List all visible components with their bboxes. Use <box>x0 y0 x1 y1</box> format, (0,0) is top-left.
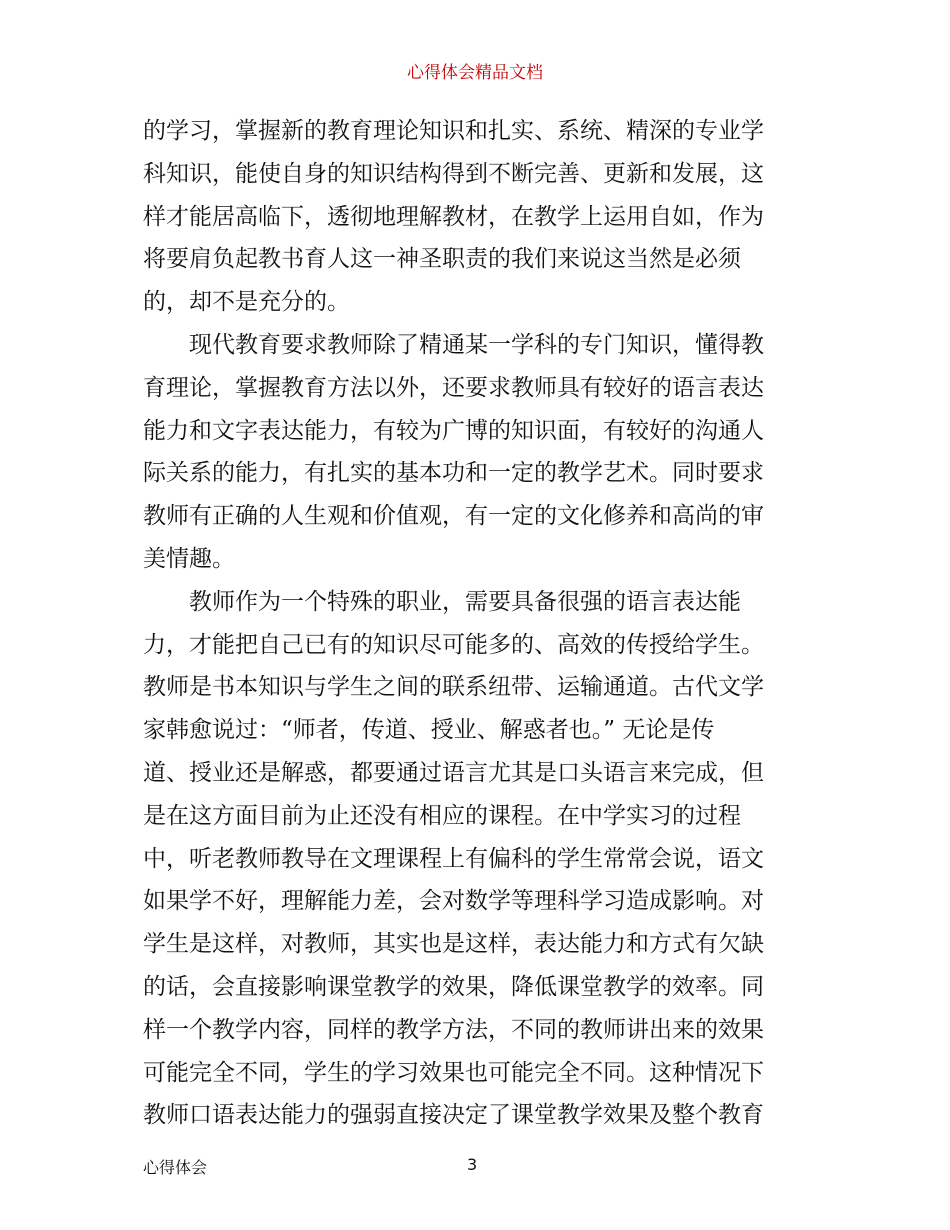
text-line: 育理论，掌握教育方法以外，还要求教师具有较好的语言表达 <box>143 374 764 401</box>
text-line: 教师是书本知识与学生之间的联系纽带、运输通道。古代文学 <box>143 674 764 701</box>
text-line: 学生是这样，对教师，其实也是这样，表达能力和方式有欠缺 <box>143 931 764 958</box>
document-body <box>143 110 823 1137</box>
text-line: 际关系的能力，有扎实的基本功和一定的教学艺术。同时要求 <box>143 460 764 487</box>
text-line: 教师口语表达能力的强弱直接决定了课堂教学效果及整个教育 <box>143 1102 764 1129</box>
text-line: 力，才能把自己已有的知识尽可能多的、高效的传授给学生。 <box>143 631 764 658</box>
page-header-title: 心得体会精品文档 <box>407 63 543 83</box>
text-line: 能力和文字表达能力，有较为广博的知识面，有较好的沟通人 <box>143 417 764 444</box>
text-line: 道、授业还是解惑，都要通过语言尤其是口头语言来完成，但 <box>143 759 764 786</box>
text-line: 是在这方面目前为止还没有相应的课程。在中学实习的过程 <box>143 802 741 829</box>
paragraph-first-line: 现代教育要求教师除了精通某一学科的专门知识，懂得教 <box>189 331 764 358</box>
page-number: 3 <box>467 1155 478 1174</box>
text-line: 样才能居高临下，透彻地理解教材，在教学上运用自如，作为 <box>143 203 764 230</box>
text-line: 将要肩负起教书育人这一神圣职责的我们来说这当然是必须 <box>143 246 741 273</box>
text-line: 的学习，掌握新的教育理论知识和扎实、系统、精深的专业学 <box>143 118 764 144</box>
paragraph-first-line: 教师作为一个特殊的职业，需要具备很强的语言表达能 <box>189 588 741 615</box>
text-line: 可能完全不同，学生的学习效果也可能完全不同。这种情况下 <box>143 1059 764 1086</box>
text-line: 教师有正确的人生观和价值观，有一定的文化修养和高尚的审 <box>143 503 764 530</box>
text-line: 样一个教学内容，同样的教学方法，不同的教师讲出来的效果 <box>143 1016 764 1043</box>
text-line: 家韩愈说过：“师者，传道、授业、解惑者也。” 无论是传 <box>143 717 715 744</box>
text-line: 的话，会直接影响课堂教学的效果，降低课堂教学的效率。同 <box>143 973 764 1000</box>
footer-label: 心得体会 <box>143 1158 208 1177</box>
text-line: 科知识，能使自身的知识结构得到不断完善、更新和发展，这 <box>143 160 764 187</box>
text-line: 美情趣。 <box>143 545 235 572</box>
text-line: 中，听老教师教导在文理课程上有偏科的学生常常会说，语文 <box>143 845 764 872</box>
text-line: 如果学不好，理解能力差，会对数学等理科学习造成影响。对 <box>143 888 764 915</box>
text-line: 的，却不是充分的。 <box>143 289 350 316</box>
